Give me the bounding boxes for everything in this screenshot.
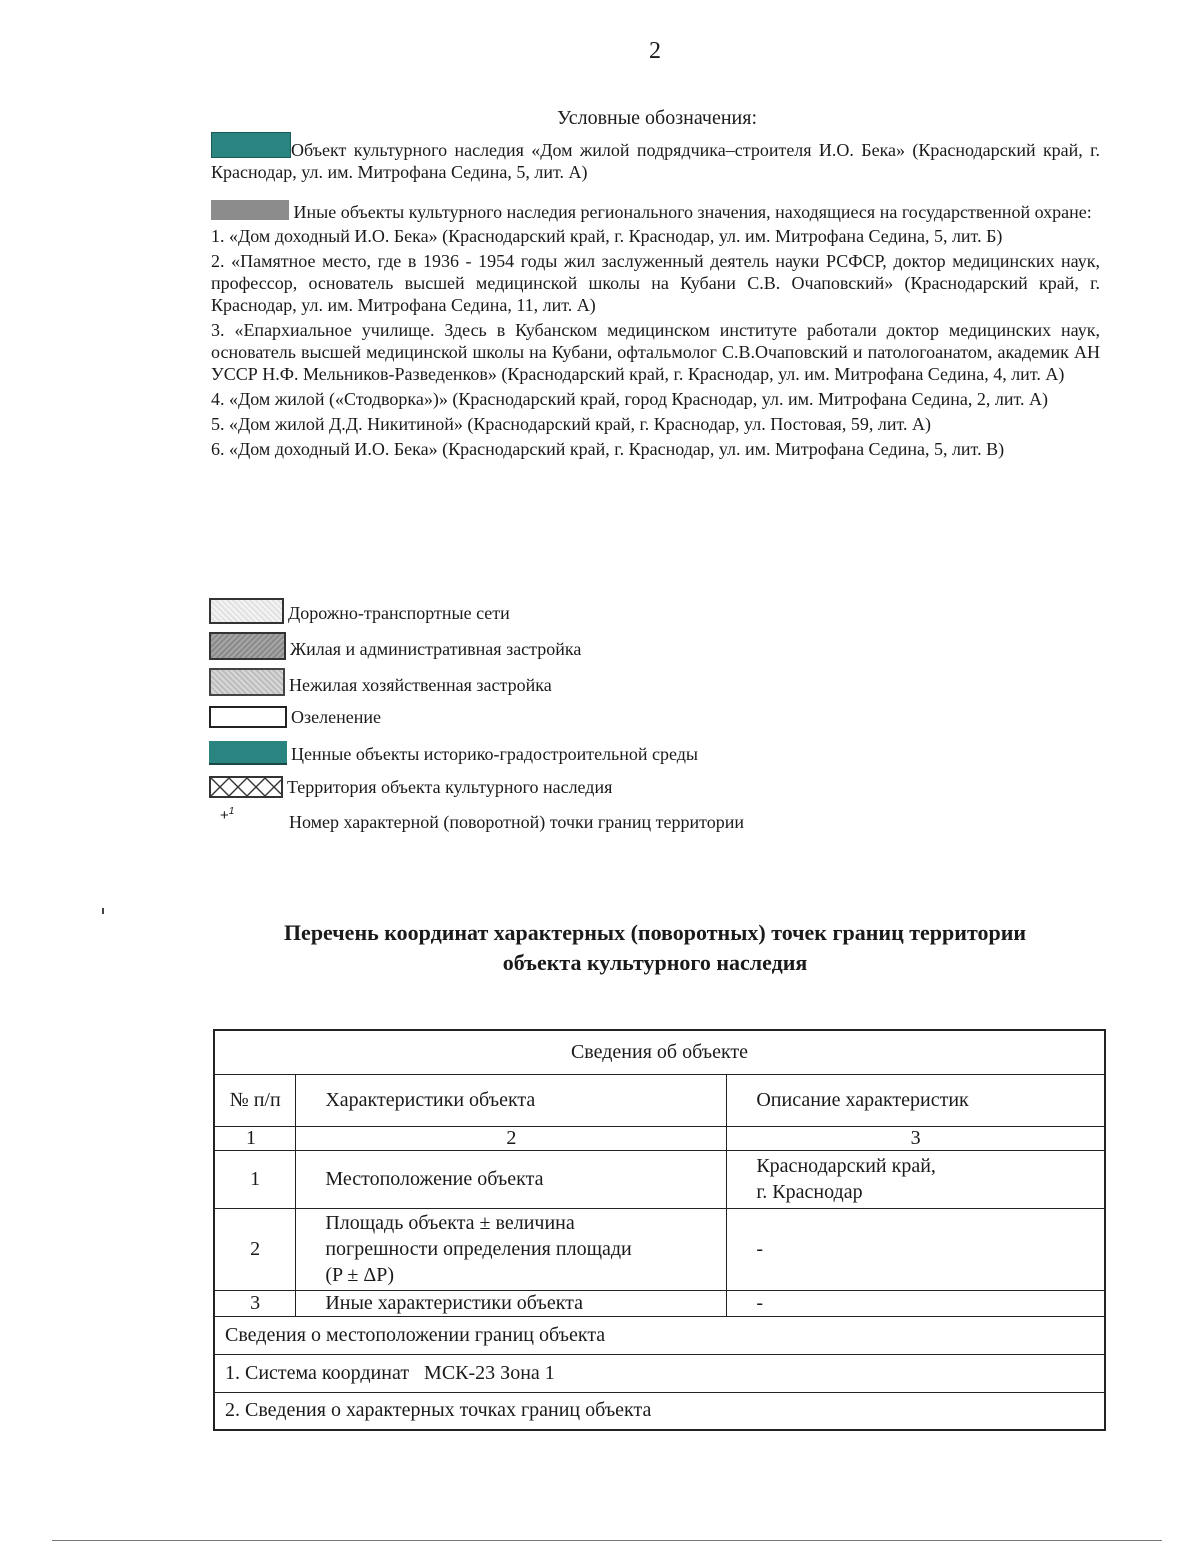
colnum-3: 3 xyxy=(727,1126,1105,1150)
coord-system: 1. Система координат МСК-23 Зона 1 xyxy=(214,1354,1105,1392)
legend-item-territory: Территория объекта культурного наследия xyxy=(209,776,612,798)
point-number-label: Номер характерной (поворотной) точки границ территории xyxy=(289,812,745,832)
header-description: Описание характеристик xyxy=(727,1074,1105,1126)
points-heading: 2. Сведения о характерных точках границ объекта xyxy=(214,1392,1105,1430)
row-1-desc: Краснодарский край, г. Краснодар xyxy=(727,1150,1105,1208)
legend-item-greenery: Озеленение xyxy=(209,706,381,728)
coord-system-row xyxy=(214,1354,1105,1392)
row-2-num: 2 xyxy=(214,1208,296,1290)
other-object-5: 5. «Дом жилой Д.Д. Никитиной» (Краснодарский край, г. Краснодар, ул. Постовая, 59, лит. А) xyxy=(211,414,931,434)
colnum-2: 2 xyxy=(296,1126,727,1150)
hatch-swatch-icon xyxy=(209,776,283,798)
legend-other-objects xyxy=(211,200,1100,460)
other-objects-intro: Иные объекты культурного наследия регионального значения, находящиеся на государственной охране: xyxy=(211,200,1100,223)
other-object-4: 4. «Дом жилой («Стодворка»)» (Краснодарский край, город Краснодар, ул. им. Митрофана Седина, 2, лит. А) xyxy=(211,389,1049,409)
row-3-num: 3 xyxy=(214,1290,296,1316)
boundaries-heading: Сведения о местоположении границ объекта xyxy=(214,1316,1105,1354)
other-object-6: 6. «Дом доходный И.О. Бека» (Краснодарский край, г. Краснодар, ул. им. Митрофана Седина, 5, лит. В) xyxy=(211,439,1005,459)
legend-item-valuable: Ценные объекты историко-градостроительной среды xyxy=(209,741,698,765)
main-object-text: Объект культурного наследия «Дом жилой подрядчика–строителя И.О. Бека» (Краснодарский край, г. Краснодар, ул. им. Митрофана Седина, 5, лит. А) xyxy=(211,140,1100,182)
other-object-2: 2. «Памятное место, где в 1936 - 1954 годы жил заслуженный деятель науки РСФСР, доктор медицинских наук, профессор, основатель высшей медицинской школы на Кубани С.В. Очаповский» (Краснодарский край, г. Краснодар, ул. им. Митрофана Седина, 11, лит. А) xyxy=(211,251,1100,315)
other-object-3: 3. «Епархиальное училище. Здесь в Кубанском медицинском институте работали доктор медицинских наук, основатель высшей медицинской школы на Кубани, офтальмолог С.В.Очаповский и патологоанатом, академик АН УССР Н.Ф. Мельников-Разведенков» (Краснодарский край, г. Краснодар, ул. им. Митрофана Седина, 4, лит. А) xyxy=(211,320,1100,384)
legend-item-road: Дорожно-транспортные сети xyxy=(209,598,510,624)
table-row xyxy=(214,1290,1105,1316)
road-swatch-icon xyxy=(209,598,284,624)
object-info-table xyxy=(213,1029,1106,1431)
boundaries-heading-row xyxy=(214,1316,1105,1354)
legend-heading: Условные обозначения: xyxy=(556,107,758,129)
row-3-name: Иные характеристики объекта xyxy=(296,1290,727,1316)
page-number: 2 xyxy=(649,38,661,64)
non-residential-swatch-icon xyxy=(209,668,285,696)
legend-item-non-residential: Нежилая хозяйственная застройка xyxy=(209,668,552,696)
points-heading-row xyxy=(214,1392,1105,1430)
scan-artifact xyxy=(102,908,104,914)
row-1-name: Местоположение объекта xyxy=(296,1150,727,1208)
table-header-row xyxy=(214,1074,1105,1126)
table-row xyxy=(214,1150,1105,1208)
residential-swatch-icon xyxy=(209,632,286,660)
table-caption: Сведения об объекте xyxy=(214,1030,1105,1074)
section-title: Перечень координат характерных (поворотных) точек границ территории объекта культурного наследия xyxy=(283,920,1027,975)
gray-swatch-icon xyxy=(211,200,289,220)
colnum-1: 1 xyxy=(214,1126,296,1150)
row-2-desc: - xyxy=(727,1208,1105,1290)
valuable-teal-swatch-icon xyxy=(209,741,287,765)
legend-item-residential: Жилая и административная застройка xyxy=(209,632,581,660)
table-row xyxy=(214,1208,1105,1290)
row-2-name: Площадь объекта ± величина погрешности определения площади (P ± ΔP) xyxy=(296,1208,727,1290)
other-object-1: 1. «Дом доходный И.О. Бека» (Краснодарский край, г. Краснодар, ул. им. Митрофана Седина, 5, лит. Б) xyxy=(211,226,1003,246)
point-number-icon: +$^1$ xyxy=(220,806,235,824)
row-1-num: 1 xyxy=(214,1150,296,1208)
header-num: № п/п xyxy=(214,1074,296,1126)
table-colnum-row xyxy=(214,1126,1105,1150)
table-caption-row xyxy=(214,1030,1105,1074)
page-bottom-divider xyxy=(52,1540,1162,1541)
greenery-swatch-icon xyxy=(209,706,287,728)
header-characteristics: Характеристики объекта xyxy=(296,1074,727,1126)
legend-main-object xyxy=(211,132,1100,183)
teal-swatch-icon xyxy=(211,132,291,158)
row-3-desc: - xyxy=(727,1290,1105,1316)
